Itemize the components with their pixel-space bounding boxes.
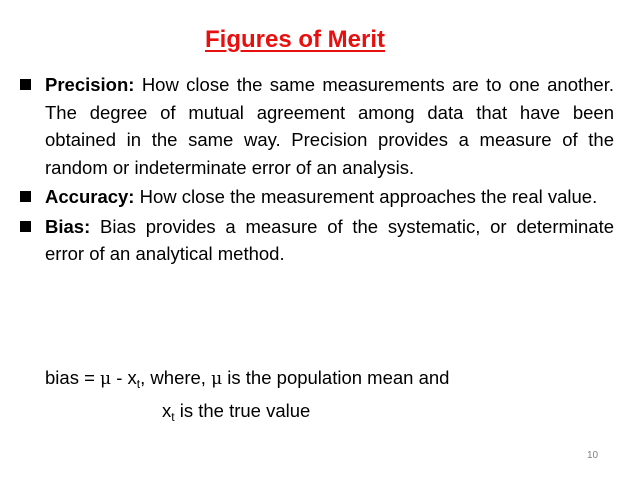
square-bullet-icon: [20, 191, 31, 202]
square-bullet-icon: [20, 79, 31, 90]
true-value-text: is the true value: [174, 400, 311, 421]
definition-text: How close the same measurements are to one another. The degree of mutual agreement among data that have been obtained in the same way. Precision provides a measure of the random or indeterminate error of an analysis.: [45, 74, 615, 178]
term-label: Bias:: [45, 215, 91, 237]
subscript-t: t: [136, 377, 141, 391]
bullet-list: [18, 71, 614, 270]
formula-suffix: is the population mean and: [222, 367, 450, 388]
true-value-definition: [162, 397, 310, 431]
term-label: Precision:: [45, 74, 135, 95]
slide-title: Figures of Merit: [204, 26, 385, 53]
bullet-accuracy: [18, 183, 614, 211]
definition-text: How close the measurement approaches the real value.: [139, 186, 598, 207]
bullet-precision: [18, 71, 614, 181]
bias-formula: [45, 364, 449, 398]
formula-middle: , where,: [140, 367, 212, 388]
definition-text: Bias provides a measure of the systematic, or determinate error of an analytical method.: [45, 215, 615, 264]
bullet-bias: [18, 213, 614, 268]
square-bullet-icon: [20, 221, 31, 232]
x-symbol: x: [162, 400, 172, 421]
term-label: Accuracy:: [45, 186, 135, 207]
formula-minus: - x: [111, 367, 137, 388]
subscript-t: t: [171, 410, 175, 424]
mu-symbol: μ: [100, 369, 112, 389]
page-number: 10: [587, 450, 599, 461]
formula-prefix: bias =: [45, 367, 101, 388]
mu-symbol: μ: [211, 369, 223, 389]
